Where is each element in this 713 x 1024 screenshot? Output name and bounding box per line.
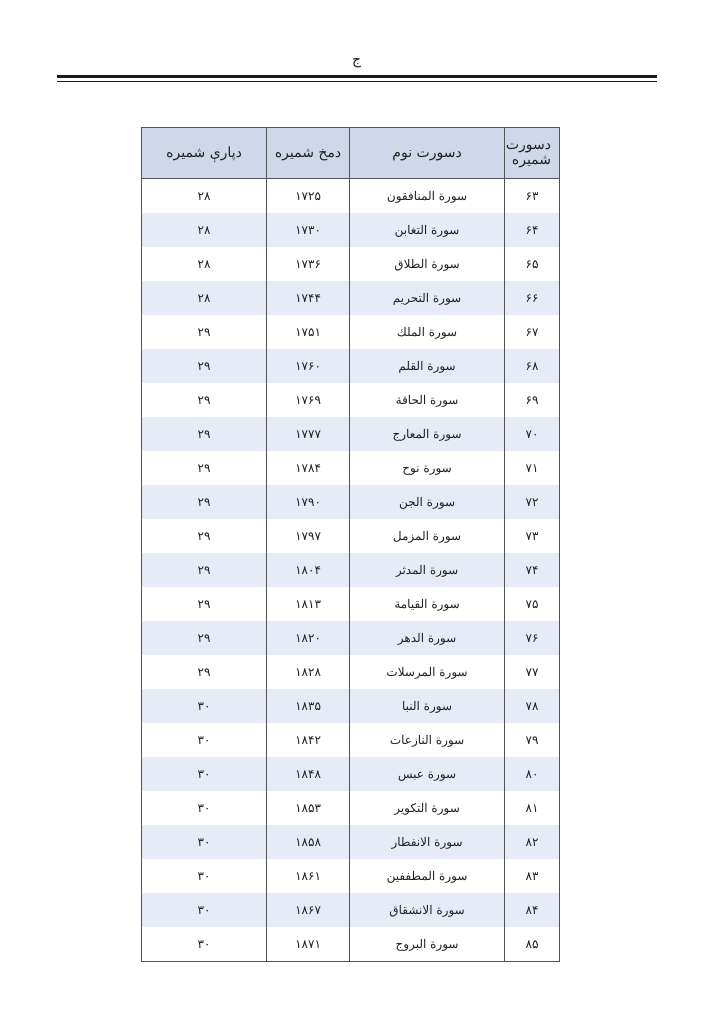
table-row — [142, 859, 560, 893]
surah-name-cell: سورة المدثر — [350, 553, 505, 587]
surah-number-cell: ۸۱ — [505, 791, 560, 825]
surah-name-cell: سورة الانشقاق — [350, 893, 505, 927]
table-row — [142, 417, 560, 451]
surah-name-cell: سورة الدهر — [350, 621, 505, 655]
table-row — [142, 893, 560, 927]
surah-number-cell: ۶۸ — [505, 349, 560, 383]
surah-name-cell: سورة الانفطار — [350, 825, 505, 859]
para-number-cell: ۳۰ — [142, 757, 267, 791]
page-letter: ج — [351, 52, 362, 68]
surah-number-cell: ۸۰ — [505, 757, 560, 791]
para-number-cell: ۳۰ — [142, 723, 267, 757]
page-number-cell: ۱۸۱۳ — [267, 587, 350, 621]
para-number-cell: ۲۹ — [142, 417, 267, 451]
surah-number-cell: ۸۵ — [505, 927, 560, 962]
table-row — [142, 927, 560, 962]
table-row — [142, 757, 560, 791]
page-number-cell: ۱۷۶۰ — [267, 349, 350, 383]
para-number-cell: ۳۰ — [142, 893, 267, 927]
surah-number-cell: ۸۲ — [505, 825, 560, 859]
header-para-number: دپارې شمیره — [142, 128, 267, 179]
table-row — [142, 587, 560, 621]
surah-name-cell: سورة التغابن — [350, 213, 505, 247]
surah-number-cell: ۶۷ — [505, 315, 560, 349]
para-number-cell: ۲۹ — [142, 315, 267, 349]
surah-number-cell: ۷۰ — [505, 417, 560, 451]
surah-name-cell: سورة المزمل — [350, 519, 505, 553]
page-number-cell: ۱۷۹۰ — [267, 485, 350, 519]
surah-name-cell: سورة المطففين — [350, 859, 505, 893]
para-number-cell: ۲۸ — [142, 179, 267, 214]
page-number-cell: ۱۸۳۵ — [267, 689, 350, 723]
page-number-cell: ۱۸۴۲ — [267, 723, 350, 757]
table-row — [142, 281, 560, 315]
table-row — [142, 723, 560, 757]
page-number-cell: ۱۸۶۱ — [267, 859, 350, 893]
surah-name-cell: سورة الملك — [350, 315, 505, 349]
para-number-cell: ۳۰ — [142, 859, 267, 893]
table-row — [142, 553, 560, 587]
page-number-cell: ۱۷۹۷ — [267, 519, 350, 553]
para-number-cell: ۲۹ — [142, 451, 267, 485]
para-number-cell: ۲۸ — [142, 281, 267, 315]
surah-index-table-wrap — [141, 127, 559, 962]
surah-number-cell: ۷۳ — [505, 519, 560, 553]
surah-number-cell: ۶۶ — [505, 281, 560, 315]
page-number-cell: ۱۸۷۱ — [267, 927, 350, 962]
surah-number-cell: ۷۲ — [505, 485, 560, 519]
surah-name-cell: سورة المعارج — [350, 417, 505, 451]
surah-name-cell: سورة عبس — [350, 757, 505, 791]
table-row — [142, 213, 560, 247]
surah-name-cell: سورة الجن — [350, 485, 505, 519]
surah-name-cell: سورة الحاقة — [350, 383, 505, 417]
page-number-cell: ۱۸۲۸ — [267, 655, 350, 689]
para-number-cell: ۲۸ — [142, 247, 267, 281]
surah-name-cell: سورة القلم — [350, 349, 505, 383]
para-number-cell: ۳۰ — [142, 927, 267, 962]
header-rule-thick — [57, 75, 657, 78]
para-number-cell: ۲۹ — [142, 519, 267, 553]
table-header-row — [142, 128, 560, 179]
surah-name-cell: سورة نوح — [350, 451, 505, 485]
page-number-cell: ۱۸۵۸ — [267, 825, 350, 859]
para-number-cell: ۳۰ — [142, 825, 267, 859]
surah-name-cell: سورة التحريم — [350, 281, 505, 315]
header-page-number: دمخ شمیره — [267, 128, 350, 179]
para-number-cell: ۲۹ — [142, 349, 267, 383]
header-surah-name: دسورت نوم — [350, 128, 505, 179]
page-number-cell: ۱۷۸۴ — [267, 451, 350, 485]
page-number-cell: ۱۷۴۴ — [267, 281, 350, 315]
para-number-cell: ۳۰ — [142, 689, 267, 723]
surah-number-cell: ۶۵ — [505, 247, 560, 281]
surah-name-cell: سورة النازعات — [350, 723, 505, 757]
table-body — [142, 179, 560, 962]
page-number-cell: ۱۷۶۹ — [267, 383, 350, 417]
para-number-cell: ۲۹ — [142, 587, 267, 621]
surah-number-cell: ۷۵ — [505, 587, 560, 621]
para-number-cell: ۲۹ — [142, 485, 267, 519]
surah-number-cell: ۸۴ — [505, 893, 560, 927]
page-number-cell: ۱۸۰۴ — [267, 553, 350, 587]
page-number-cell: ۱۷۲۵ — [267, 179, 350, 214]
surah-number-cell: ۷۹ — [505, 723, 560, 757]
surah-number-cell: ۷۴ — [505, 553, 560, 587]
table-row — [142, 655, 560, 689]
table-row — [142, 825, 560, 859]
para-number-cell: ۲۸ — [142, 213, 267, 247]
page-number-cell: ۱۷۳۰ — [267, 213, 350, 247]
table-row — [142, 689, 560, 723]
surah-name-cell: سورة المرسلات — [350, 655, 505, 689]
page-number-cell: ۱۸۶۷ — [267, 893, 350, 927]
table-row — [142, 621, 560, 655]
surah-name-cell: سورة الطلاق — [350, 247, 505, 281]
header-surah-number: دسورت شمیره — [505, 128, 560, 179]
page-number-cell: ۱۷۵۱ — [267, 315, 350, 349]
surah-number-cell: ۶۴ — [505, 213, 560, 247]
table-row — [142, 349, 560, 383]
surah-name-cell: سورة المنافقون — [350, 179, 505, 214]
surah-number-cell: ۶۳ — [505, 179, 560, 214]
surah-number-cell: ۷۱ — [505, 451, 560, 485]
surah-number-cell: ۸۳ — [505, 859, 560, 893]
table-row — [142, 519, 560, 553]
surah-name-cell: سورة النبا — [350, 689, 505, 723]
surah-number-cell: ۷۶ — [505, 621, 560, 655]
table-row — [142, 247, 560, 281]
table-row — [142, 451, 560, 485]
surah-name-cell: سورة القيامة — [350, 587, 505, 621]
para-number-cell: ۲۹ — [142, 553, 267, 587]
surah-name-cell: سورة التكوير — [350, 791, 505, 825]
para-number-cell: ۳۰ — [142, 791, 267, 825]
table-row — [142, 485, 560, 519]
page-number-cell: ۱۷۷۷ — [267, 417, 350, 451]
para-number-cell: ۲۹ — [142, 655, 267, 689]
surah-name-cell: سورة البروج — [350, 927, 505, 962]
surah-number-cell: ۷۷ — [505, 655, 560, 689]
table-row — [142, 383, 560, 417]
para-number-cell: ۲۹ — [142, 621, 267, 655]
page-number-cell: ۱۸۴۸ — [267, 757, 350, 791]
page-number-cell: ۱۷۳۶ — [267, 247, 350, 281]
page-number-cell: ۱۸۲۰ — [267, 621, 350, 655]
header-rule-thin — [57, 81, 657, 82]
surah-index-table — [141, 127, 560, 962]
surah-number-cell: ۶۹ — [505, 383, 560, 417]
page-number-cell: ۱۸۵۳ — [267, 791, 350, 825]
table-row — [142, 791, 560, 825]
para-number-cell: ۲۹ — [142, 383, 267, 417]
table-row — [142, 179, 560, 214]
table-row — [142, 315, 560, 349]
surah-number-cell: ۷۸ — [505, 689, 560, 723]
